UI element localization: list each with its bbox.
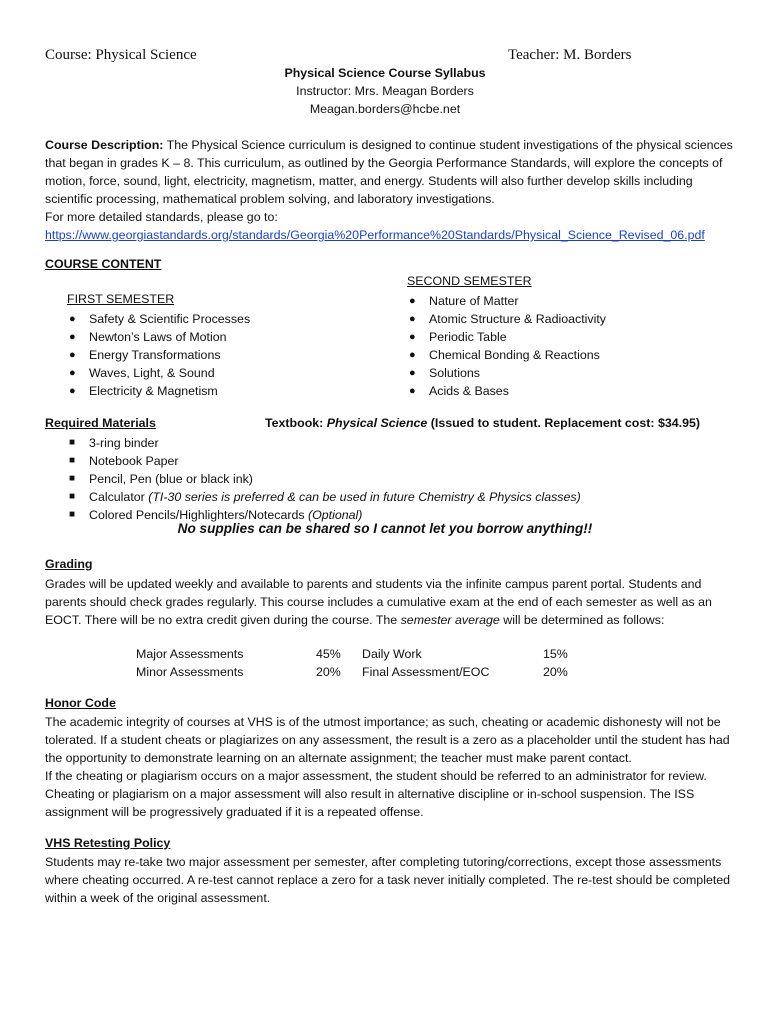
no-sharing-warning: No supplies can be shared so I cannot let you borrow anything!! — [177, 521, 593, 536]
weight-percent: 20% — [543, 665, 568, 679]
bullet-icon: ● — [409, 385, 416, 397]
honor-code-text: The academic integrity of courses at VHS is of the utmost importance; as such, cheating or academic dishonesty will not be tolerated. If a student cheats or plagiarizes on any assessment, the result is a zero as a placeholder until the student has had the opportunity to demonstrate learning on an alternate assignment; the teacher must make parent contact. If the cheating or plagiarism occurs on a major assessment, the student should be referred to an administrator for review. Cheating or plagiarism on a major assessment will also result in alternative discipline or in-school suspension. The ISS assignment will be progressively graduated if it is a repeated offense. — [45, 715, 730, 819]
textbook-title: Physical Science — [326, 416, 428, 430]
weight-percent: 20% — [316, 665, 341, 679]
list-item: ■ Pencil, Pen (blue or black ink) — [69, 472, 253, 486]
textbook-line: Textbook: Physical Science (Issued to student. Replacement cost: $34.95) — [265, 416, 700, 430]
list-item: ● Energy Transformations — [69, 348, 221, 362]
square-bullet-icon: ■ — [69, 473, 76, 484]
list-item: ● Electricity & Magnetism — [69, 384, 218, 398]
course-content-heading: COURSE CONTENT — [45, 257, 162, 271]
required-materials-heading: Required Materials — [45, 416, 156, 430]
bullet-icon: ● — [69, 385, 76, 397]
first-semester-heading: FIRST SEMESTER — [67, 292, 175, 306]
list-item: ● Periodic Table — [409, 330, 507, 344]
weight-percent: 45% — [316, 647, 341, 661]
bullet-icon: ● — [69, 349, 76, 361]
instructor-email: Meagan.borders@hcbe.net — [309, 102, 461, 116]
course-description-label: Course Description: — [45, 138, 164, 152]
list-item: ● Acids & Bases — [409, 384, 509, 398]
instructor-line: Instructor: Mrs. Meagan Borders — [296, 84, 474, 98]
list-item: ● Nature of Matter — [409, 294, 519, 308]
retesting-text: Students may re-take two major assessment per semester, after completing tutoring/corrections, except those assessments where cheating occurred. A re-test cannot replace a zero for a task never initially completed. The re-test should be completed within a week of the original assessment. — [45, 855, 731, 905]
bullet-icon: ● — [409, 349, 416, 361]
square-bullet-icon: ■ — [69, 437, 76, 448]
list-item: ● Safety & Scientific Processes — [69, 312, 251, 326]
bullet-icon: ● — [409, 295, 416, 307]
header-teacher: Teacher: M. Borders — [508, 47, 632, 63]
weight-label: Daily Work — [362, 647, 422, 661]
standards-intro: For more detailed standards, please go to: — [45, 210, 278, 224]
list-item: ● Atomic Structure & Radioactivity — [409, 312, 606, 326]
course-description — [45, 136, 735, 244]
list-item: ■ 3-ring binder — [69, 436, 159, 450]
list-item: ● Newton’s Laws of Motion — [69, 330, 227, 344]
square-bullet-icon: ■ — [69, 455, 76, 466]
bullet-icon: ● — [69, 331, 76, 343]
list-item: ● Chemical Bonding & Reactions — [409, 348, 600, 362]
second-semester-list — [407, 292, 606, 400]
list-item: ● Solutions — [409, 366, 480, 380]
bullet-icon: ● — [69, 313, 76, 325]
list-item: ● Waves, Light, & Sound — [69, 366, 215, 380]
weight-label: Final Assessment/EOC — [362, 665, 490, 679]
weight-label: Major Assessments — [136, 647, 244, 661]
standards-link[interactable]: https://www.georgiastandards.org/standards/Georgia%20Performance%20Standards/Physical_Science_Revised_06.pdf — [45, 228, 705, 242]
list-item: ■ Colored Pencils/Highlighters/Notecards (Optional) — [69, 508, 363, 522]
first-semester-list — [67, 310, 250, 400]
weight-label: Minor Assessments — [136, 665, 244, 679]
bullet-icon: ● — [69, 367, 76, 379]
list-item: ■ Notebook Paper — [69, 454, 179, 468]
list-item: ■ Calculator (TI-30 series is preferred & can be used in future Chemistry & Physics classes) — [69, 490, 581, 504]
syllabus-title: Physical Science Course Syllabus — [284, 66, 486, 80]
header-course: Course: Physical Science — [45, 47, 197, 63]
grading-heading: Grading — [45, 557, 93, 571]
bullet-icon: ● — [409, 331, 416, 343]
materials-list — [67, 434, 581, 524]
retesting-heading: VHS Retesting Policy — [45, 836, 171, 850]
square-bullet-icon: ■ — [69, 491, 76, 502]
second-semester-heading: SECOND SEMESTER — [407, 274, 532, 288]
weight-percent: 15% — [543, 647, 568, 661]
course-description-text: The Physical Science curriculum is designed to continue student investigations of the physical sciences that began in grades K – 8. This curriculum, as outlined by the Georgia Performance Standards, will explore the concepts of motion, force, sound, light, electricity, magnetism, matter, and energy. Students will also further develop skills including scientific processing, mathematical problem solving, and laboratory investigations. — [45, 138, 733, 206]
square-bullet-icon: ■ — [69, 509, 76, 520]
bullet-icon: ● — [409, 313, 416, 325]
honor-code-heading: Honor Code — [45, 696, 116, 710]
bullet-icon: ● — [409, 367, 416, 379]
grading-text: Grades will be updated weekly and available to parents and students via the infinite campus parent portal. Students and parents should check grades regularly. This course includes a cumulative exam at the end of each semester as well as an EOCT. There will be no extra credit given during the course. The semester average will be determined as follows: — [45, 577, 712, 627]
